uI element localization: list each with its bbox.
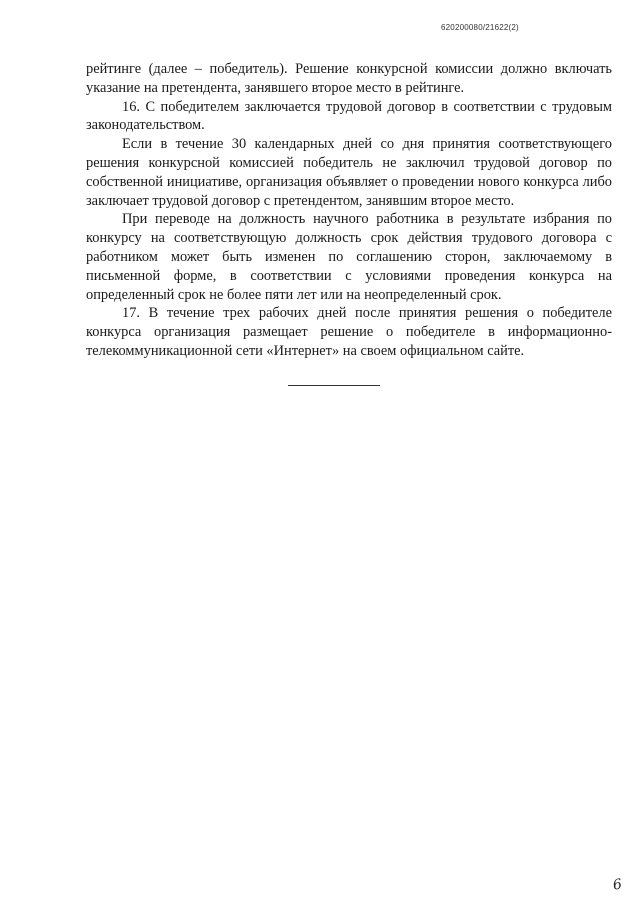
document-id: 620200080/21622(2) xyxy=(441,23,519,32)
paragraph-transfer: При переводе на должность научного работника в результате избрания по конкурсу на соответствующую должность срок действия трудового договора с работником может быть изменен по соглашению сторон, заключаемому в письменной форме, в соответствии с условиями проведения конкурса на определенный срок не более пяти лет или на неопределенный срок. xyxy=(86,211,612,303)
document-body xyxy=(86,60,612,361)
paragraph-continuation: рейтинге (далее – победитель). Решение конкурсной комиссии должно включать указание на претендента, занявшего второе место в рейтинге. xyxy=(86,61,612,96)
page-number: 6 xyxy=(611,876,624,894)
end-of-text-rule xyxy=(288,385,380,386)
paragraph-16: 16. С победителем заключается трудовой договор в соответствии с трудовым законодательством. xyxy=(86,98,612,134)
paragraph-30-days: Если в течение 30 календарных дней со дня принятия соответствующего решения конкурсной комиссией победитель не заключил трудовой договор по собственной инициативе, организация объявляет о проведении нового конкурса либо заключает трудовой договор с претендентом, занявшим второе место. xyxy=(86,136,612,209)
paragraph-17: 17. В течение трех рабочих дней после принятия решения о победителе конкурса организация размещает решение о победителе в информационно-телекоммуникационной сети «Интернет» на своем официальном сайте. xyxy=(86,305,612,359)
